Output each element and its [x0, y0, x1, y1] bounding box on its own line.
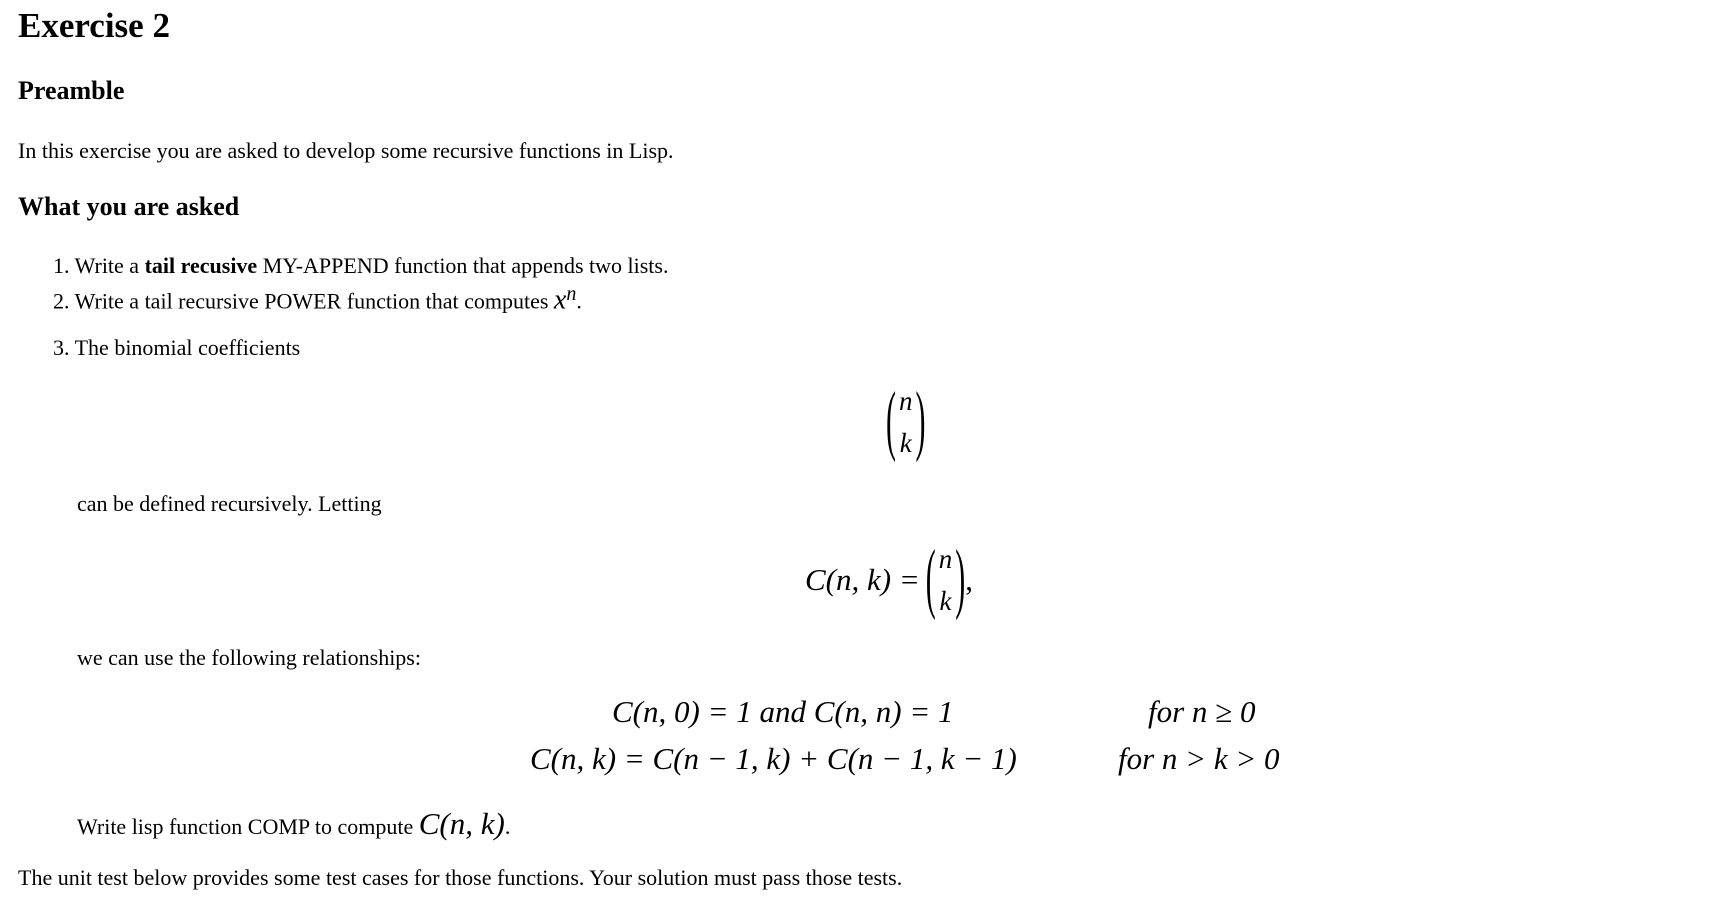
item-text: . — [576, 288, 582, 314]
we-can-use-text: we can use the following relationships: — [77, 645, 421, 670]
item-number: 1. — [53, 253, 70, 278]
write-comp-math: C(n, k) — [418, 806, 505, 841]
list-item-1 — [53, 253, 668, 279]
math-base: x — [553, 284, 567, 316]
binom-top: n — [938, 544, 953, 574]
write-comp-label: Write lisp function COMP to compute — [77, 814, 419, 839]
item-text: Write a — [74, 253, 145, 278]
equation-2-condition: for n > k > 0 — [1118, 741, 1280, 776]
list-item-3 — [53, 335, 300, 361]
item-text: Write a tail recursive POWER function that computes — [74, 288, 554, 314]
right-paren: ) — [915, 377, 926, 464]
right-paren: ) — [955, 535, 966, 622]
item-number: 3. — [53, 335, 70, 360]
binom-bottom: k — [939, 586, 952, 616]
write-comp-text — [77, 806, 510, 842]
math-exponent: n — [566, 283, 577, 305]
definition-comma: , — [965, 562, 974, 597]
left-paren: ( — [925, 535, 936, 622]
preamble-text: In this exercise you are asked to develop some recursive functions in Lisp. — [18, 138, 674, 163]
left-paren: ( — [886, 377, 896, 464]
binomial-display — [886, 377, 926, 464]
list-item-2 — [53, 283, 582, 316]
item-text: The binomial coefficients — [74, 335, 301, 360]
equation-2-lhs: C(n, k) = C(n − 1, k) + C(n − 1, k − 1) — [530, 741, 1017, 776]
item-number: 2. — [53, 288, 70, 314]
write-comp-period: . — [504, 814, 511, 839]
can-be-defined-text: can be defined recursively. Letting — [77, 491, 382, 516]
item-bold-text: tail recusive — [144, 253, 258, 278]
definition-formula — [805, 535, 974, 622]
page-title: Exercise 2 — [18, 6, 170, 45]
unit-test-text: The unit test below provides some test cases for those functions. Your solution must pass those tests. — [18, 865, 903, 890]
equation-1-lhs: C(n, 0) = 1 and C(n, n) = 1 — [612, 694, 954, 729]
asked-heading: What you are asked — [18, 192, 240, 221]
binom-bottom: k — [899, 428, 912, 458]
item-text: MY-APPEND function that appends two lists. — [257, 253, 669, 278]
preamble-heading: Preamble — [18, 76, 125, 105]
binom-top: n — [899, 386, 913, 416]
definition-lhs: C(n, k) = — [805, 562, 920, 597]
equation-1-condition: for n ≥ 0 — [1148, 694, 1256, 729]
